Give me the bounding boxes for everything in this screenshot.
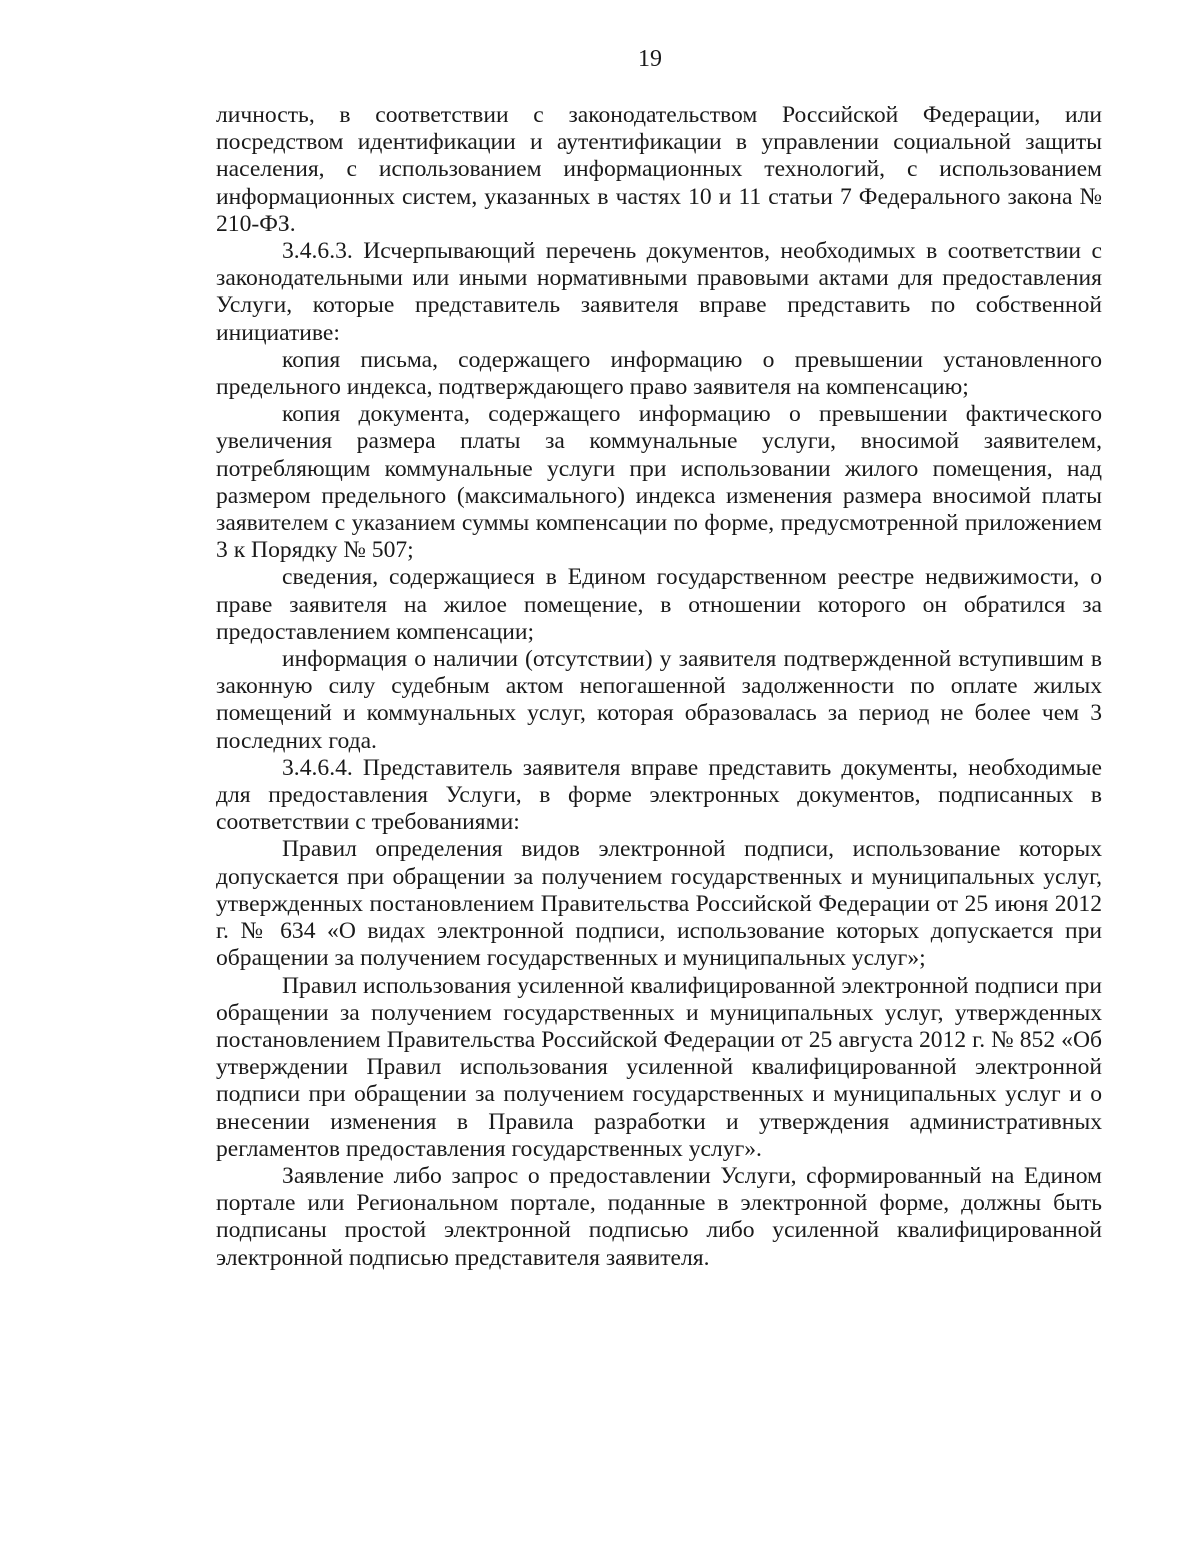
paragraph-application-signing: Заявление либо запрос о предоставлении Услуги, сформированный на Едином портале или Региональном портале, поданные в электронной форме, должны быть подписаны простой электронной подписью либо усиленной квалифицированной электронной подписью представителя заявителя. [216,1162,1102,1271]
list-item-rules-signature-types: Правил определения видов электронной подписи, использование которых допускается при обращении за получением государственных и муниципальных услуг, утвержденных постановлением Правительства Российской Федерации от 25 июня 2012 г. № 634 «О видах электронной подписи, использование которых допускается при обращении за получением государственных и муниципальных услуг»; [216,836,1102,972]
paragraph-identity-continuation: личность, в соответствии с законодательством Российской Федерации, или посредством идентификации и аутентификации в управлении социальной защиты населения, с использованием информационных технологий, с использованием информационных систем, указанных в частях 10 и 11 статьи 7 Федерального закона № 210-ФЗ. [216,102,1102,237]
list-item-debt-info: информация о наличии (отсутствии) у заявителя подтвержденной вступившим в законную силу судебным актом непогашенной задолженности по оплате жилых помещений и коммунальных услуг, которая образовалась за период не более чем 3 последних года. [216,646,1102,754]
list-item-rules-qualified-signature: Правил использования усиленной квалифицированной электронной подписи при обращении за получением государственных и муниципальных услуг, утвержденных постановлением Правительства Российской Федерации от 25 августа 2012 г. № 852 «Об утверждении Правил использования усиленной квалифицированной электронной подписи при обращении за получением государственных и муниципальных услуг и о внесении изменения в Правила разработки и утверждения административных регламентов предоставления государственных услуг». [216,972,1102,1162]
list-item-letter-copy: копия письма, содержащего информацию о превышении установленного предельного индекса, подтверждающего право заявителя на компенсацию; [216,346,1102,401]
document-body [216,102,1102,1272]
paragraph-3-4-6-4: 3.4.6.4. Представитель заявителя вправе представить документы, необходимые для предоставления Услуги, в форме электронных документов, подписанных в соответствии с требованиями: [216,754,1102,836]
list-item-registry-info: сведения, содержащиеся в Едином государственном реестре недвижимости, о праве заявителя на жилое помещение, в отношении которого он обратился за предоставлением компенсации; [216,564,1102,645]
page-number: 19 [638,46,662,72]
paragraph-3-4-6-3: 3.4.6.3. Исчерпывающий перечень документов, необходимых в соответствии с законодательными или иными нормативными правовыми актами для предоставления Услуги, которые представитель заявителя вправе представить по собственной инициативе: [216,238,1102,346]
list-item-document-copy: копия документа, содержащего информацию о превышении фактического увеличения размера платы за коммунальные услуги, вносимой заявителем, потребляющим коммунальные услуги при использовании жилого помещения, над размером предельного (максимального) индекса изменения размера вносимой платы заявителем с указанием суммы компенсации по форме, предусмотренной приложением 3 к Порядку № 507; [216,401,1102,564]
